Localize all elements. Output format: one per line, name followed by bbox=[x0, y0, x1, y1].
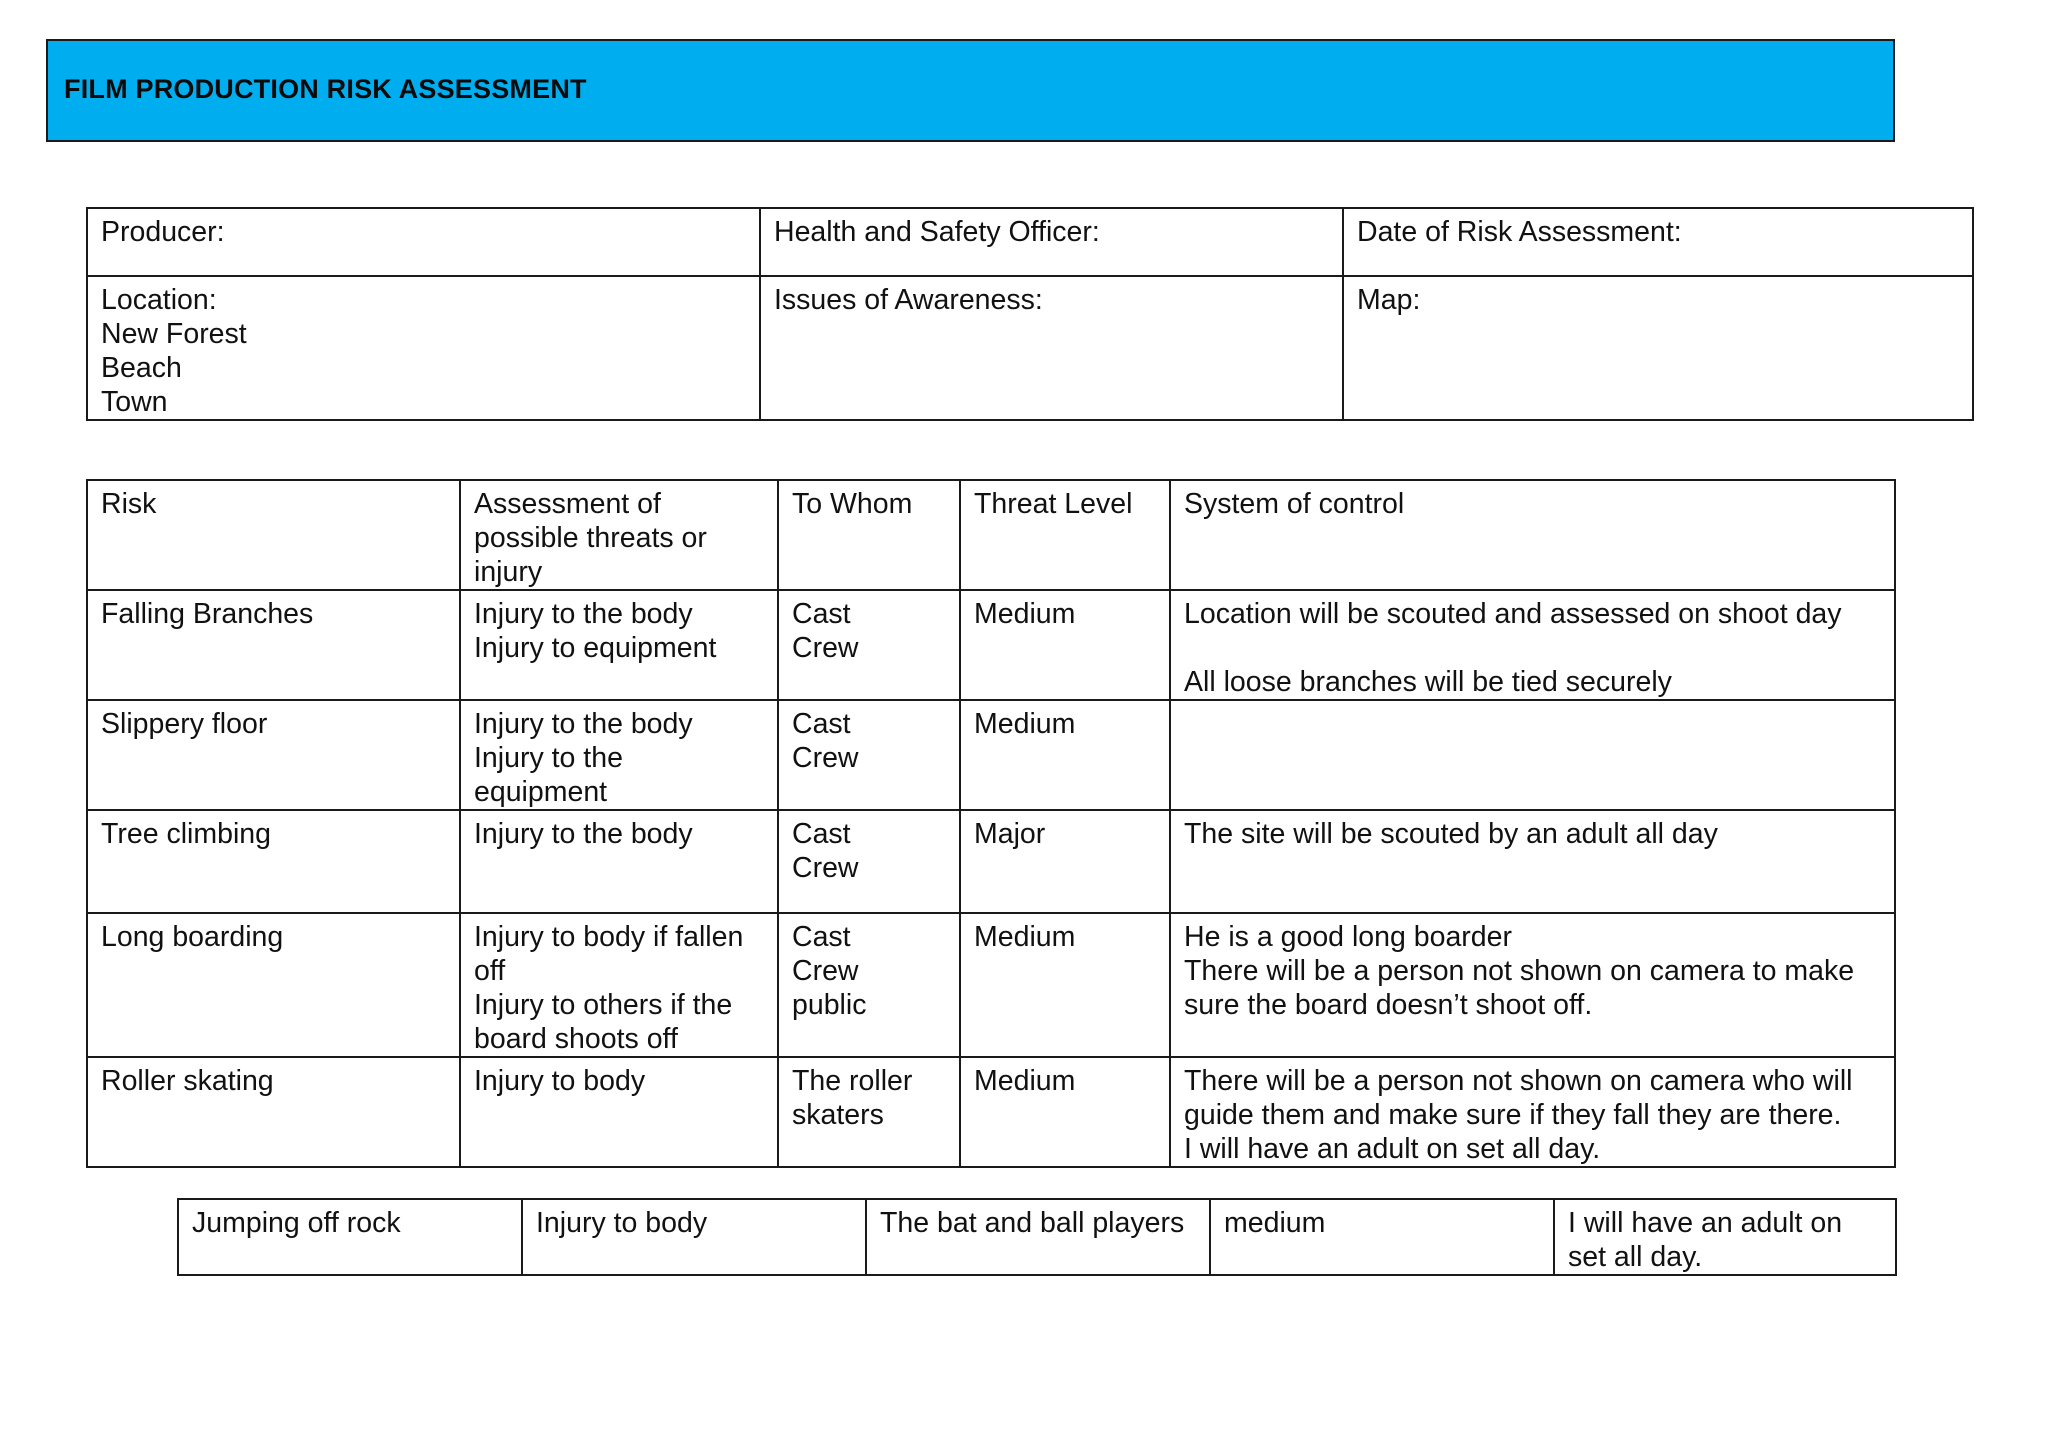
control-line: Location will be scouted and assessed on shoot day bbox=[1184, 598, 1842, 630]
header-risk bbox=[87, 480, 460, 590]
assessment-line: Injury to the body bbox=[474, 598, 693, 630]
threat-cell bbox=[960, 700, 1170, 810]
table-row bbox=[87, 913, 1895, 1057]
control-line: guide them and make sure if they fall they are there. bbox=[1184, 1099, 1842, 1131]
to-whom-cell bbox=[778, 590, 960, 700]
threat-cell bbox=[1210, 1199, 1554, 1275]
threat-level: Major bbox=[974, 818, 1046, 850]
location-item: New Forest bbox=[101, 318, 247, 350]
assessment-cell bbox=[460, 1057, 778, 1167]
info-row-2 bbox=[87, 276, 1973, 420]
risk-cell bbox=[87, 590, 460, 700]
risk-cell bbox=[87, 1057, 460, 1167]
risk-name: Falling Branches bbox=[101, 598, 314, 630]
assessment-cell bbox=[460, 913, 778, 1057]
threat-cell bbox=[960, 913, 1170, 1057]
threat-cell bbox=[960, 590, 1170, 700]
issues-label: Issues of Awareness: bbox=[774, 284, 1043, 316]
table-row bbox=[87, 590, 1895, 700]
assessment-cell bbox=[460, 810, 778, 913]
header-threat-label: Threat Level bbox=[974, 488, 1133, 520]
issues-cell bbox=[760, 276, 1343, 420]
control-line: I will have an adult on set all day. bbox=[1184, 1133, 1601, 1165]
hso-label: Health and Safety Officer: bbox=[774, 216, 1100, 248]
control-cell bbox=[1554, 1199, 1896, 1275]
to-whom-cell bbox=[778, 1057, 960, 1167]
header-assessment-line: injury bbox=[474, 556, 543, 588]
risk-name: Roller skating bbox=[101, 1065, 274, 1097]
threat-level: Medium bbox=[974, 1065, 1076, 1097]
table-row bbox=[87, 1057, 1895, 1167]
threat-cell bbox=[960, 810, 1170, 913]
table-row bbox=[87, 700, 1895, 810]
risk-header-row bbox=[87, 480, 1895, 590]
date-label: Date of Risk Assessment: bbox=[1357, 216, 1682, 248]
map-label: Map: bbox=[1357, 284, 1421, 316]
control-line: There will be a person not shown on camera to make bbox=[1184, 955, 1855, 987]
to-whom-line: Crew bbox=[792, 955, 859, 987]
to-whom-line: Crew bbox=[792, 742, 859, 774]
location-item: Town bbox=[101, 386, 168, 418]
risk-name: Jumping off rock bbox=[192, 1207, 401, 1239]
header-threat bbox=[960, 480, 1170, 590]
title-bar bbox=[46, 39, 1895, 142]
to-whom-line: public bbox=[792, 989, 867, 1021]
to-whom-cell bbox=[778, 913, 960, 1057]
threat-cell bbox=[960, 1057, 1170, 1167]
to-whom-line: Cast bbox=[792, 708, 851, 740]
control-cell bbox=[1170, 1057, 1895, 1167]
assessment-line: Injury to the body bbox=[474, 818, 693, 850]
risk-cell bbox=[178, 1199, 522, 1275]
control-gap bbox=[1184, 631, 1881, 665]
header-control-label: System of control bbox=[1184, 488, 1405, 520]
header-risk-label: Risk bbox=[101, 488, 157, 520]
risk-name: Slippery floor bbox=[101, 708, 268, 740]
document-title: FILM PRODUCTION RISK ASSESSMENT bbox=[64, 74, 587, 104]
threat-level: medium bbox=[1224, 1207, 1326, 1239]
control-line: All loose branches will be tied securely bbox=[1184, 666, 1672, 698]
info-table bbox=[86, 207, 1974, 421]
assessment-line: Injury to body bbox=[536, 1207, 708, 1239]
to-whom-line: skaters bbox=[792, 1099, 884, 1131]
control-line: set all day. bbox=[1568, 1241, 1703, 1273]
control-line: He is a good long boarder bbox=[1184, 921, 1512, 953]
header-control bbox=[1170, 480, 1895, 590]
assessment-line: board shoots off bbox=[474, 1023, 678, 1055]
control-line: There will be a person not shown on camera who will bbox=[1184, 1065, 1853, 1097]
threat-level: Medium bbox=[974, 708, 1076, 740]
assessment-line: off bbox=[474, 955, 506, 987]
risk-cell bbox=[87, 700, 460, 810]
assessment-line: Injury to body if fallen bbox=[474, 921, 744, 953]
header-assessment-line: possible threats or bbox=[474, 522, 707, 554]
control-line: I will have an adult on bbox=[1568, 1207, 1843, 1239]
control-line: sure the board doesn’t shoot off. bbox=[1184, 989, 1593, 1021]
to-whom-line: The roller bbox=[792, 1065, 913, 1097]
location-item: Beach bbox=[101, 352, 182, 384]
assessment-cell bbox=[460, 700, 778, 810]
hso-cell bbox=[760, 208, 1343, 276]
producer-label: Producer: bbox=[101, 216, 225, 248]
control-cell bbox=[1170, 810, 1895, 913]
to-whom-cell bbox=[866, 1199, 1210, 1275]
header-to-whom-label: To Whom bbox=[792, 488, 913, 520]
to-whom-cell bbox=[778, 700, 960, 810]
control-line: The site will be scouted by an adult all day bbox=[1184, 818, 1718, 850]
to-whom-cell bbox=[778, 810, 960, 913]
risk-name: Long boarding bbox=[101, 921, 284, 953]
control-cell bbox=[1170, 913, 1895, 1057]
assessment-line: Injury to body bbox=[474, 1065, 646, 1097]
to-whom-line: Crew bbox=[792, 852, 859, 884]
assessment-line: Injury to others if the bbox=[474, 989, 733, 1021]
to-whom-line: Cast bbox=[792, 598, 851, 630]
threat-level: Medium bbox=[974, 921, 1076, 953]
map-cell bbox=[1343, 276, 1973, 420]
control-cell bbox=[1170, 700, 1895, 810]
info-row-1 bbox=[87, 208, 1973, 276]
location-label: Location: bbox=[101, 284, 217, 316]
risk-name: Tree climbing bbox=[101, 818, 271, 850]
risk-cell bbox=[87, 913, 460, 1057]
threat-level: Medium bbox=[974, 598, 1076, 630]
assessment-cell bbox=[522, 1199, 866, 1275]
table-row bbox=[178, 1199, 1896, 1275]
risk-table bbox=[86, 479, 1896, 1168]
risk-cell bbox=[87, 810, 460, 913]
table-row bbox=[87, 810, 1895, 913]
assessment-cell bbox=[460, 590, 778, 700]
control-cell bbox=[1170, 590, 1895, 700]
producer-cell bbox=[87, 208, 760, 276]
header-assessment-line: Assessment of bbox=[474, 488, 661, 520]
date-cell bbox=[1343, 208, 1973, 276]
assessment-line: Injury to equipment bbox=[474, 632, 717, 664]
to-whom-line: Cast bbox=[792, 921, 851, 953]
assessment-line: Injury to the bbox=[474, 742, 623, 774]
location-cell bbox=[87, 276, 760, 420]
header-to-whom bbox=[778, 480, 960, 590]
to-whom-line: Cast bbox=[792, 818, 851, 850]
to-whom-line: Crew bbox=[792, 632, 859, 664]
extra-risk-table bbox=[177, 1198, 1897, 1276]
assessment-line: equipment bbox=[474, 776, 608, 808]
header-assessment bbox=[460, 480, 778, 590]
assessment-line: Injury to the body bbox=[474, 708, 693, 740]
to-whom-line: The bat and ball players bbox=[880, 1207, 1185, 1239]
